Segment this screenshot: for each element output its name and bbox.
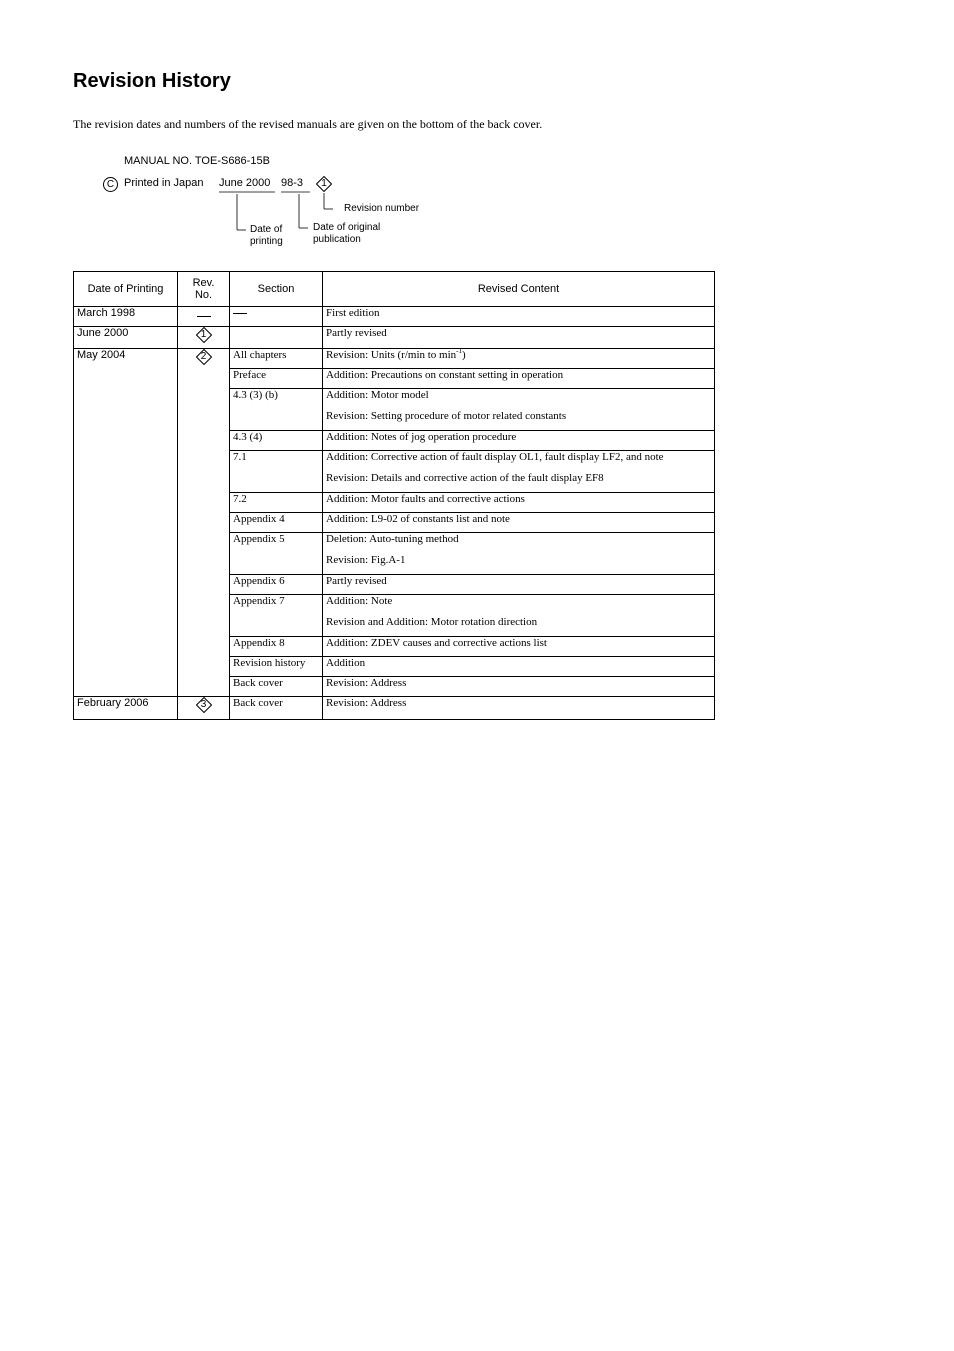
rev-no-text: 1	[200, 329, 207, 340]
table-row	[74, 349, 715, 369]
content-cell	[323, 493, 715, 513]
content-line: Addition: L9-02 of constants list and note	[326, 513, 510, 525]
manual-number-example	[0, 0, 954, 260]
content-line: Revision: Fig.A-1	[326, 554, 406, 566]
dash-mark	[233, 313, 247, 314]
section-cell: Preface	[230, 369, 323, 389]
revision-diamond-icon	[196, 697, 212, 713]
dash-mark	[197, 316, 211, 317]
content-line: Revision: Setting procedure of motor related constants	[326, 410, 567, 422]
label-date-of-printing: Date of printing	[250, 224, 283, 247]
date-cell: March 1998	[74, 307, 178, 327]
page-title: Revision History	[73, 70, 231, 92]
content-line: Revision: Address	[326, 697, 407, 709]
revision-number: 1	[321, 178, 327, 189]
content-line: Addition: ZDEV causes and corrective actions list	[326, 637, 547, 649]
section-cell: Appendix 7	[230, 595, 323, 637]
content-line: Addition: Precautions on constant setting in operation	[326, 369, 564, 381]
date-of-printing: June 2000	[219, 177, 271, 189]
revision-diamond-icon	[196, 349, 212, 365]
content-cell	[323, 327, 715, 349]
content-line: Revision: Address	[326, 677, 407, 689]
rev-no-cell	[178, 697, 230, 720]
content-line: Addition: Motor faults and corrective actions	[326, 493, 525, 505]
manual-number: MANUAL NO. TOE-S686-15B	[124, 155, 270, 167]
content-cell	[323, 513, 715, 533]
content-line: Partly revised	[326, 327, 387, 339]
revision-diamond-icon	[196, 327, 212, 343]
section-cell: Appendix 6	[230, 575, 323, 595]
content-cell	[323, 595, 715, 637]
content-line: Addition: Motor model	[326, 389, 429, 401]
header-section: Section	[230, 272, 323, 307]
content-line: Addition: Notes of jog operation procedure	[326, 431, 517, 443]
rev-no-text: 3	[200, 699, 207, 710]
content-line: Revision and Addition: Motor rotation direction	[326, 616, 538, 628]
content-cell	[323, 697, 715, 720]
callout-lines	[0, 0, 954, 260]
copyright-icon: C	[103, 177, 118, 192]
section-cell: 4.3 (4)	[230, 431, 323, 451]
revision-table	[73, 271, 715, 720]
section-cell: Appendix 4	[230, 513, 323, 533]
section-cell	[230, 327, 323, 349]
content-cell	[323, 369, 715, 389]
content-cell	[323, 451, 715, 493]
section-cell: Back cover	[230, 697, 323, 720]
section-cell: Back cover	[230, 677, 323, 697]
header-content: Revised Content	[323, 272, 715, 307]
content-line: Addition: Note	[326, 595, 393, 607]
header-date: Date of Printing	[74, 272, 178, 307]
section-cell: 4.3 (3) (b)	[230, 389, 323, 431]
section-cell: Appendix 5	[230, 533, 323, 575]
content-line: Revision: Units (r/min to min	[326, 349, 457, 361]
content-line: Addition	[326, 657, 366, 669]
section-cell: Revision history	[230, 657, 323, 677]
content-cell	[323, 431, 715, 451]
content-cell	[323, 533, 715, 575]
table-body	[74, 307, 715, 720]
content-tail: )	[462, 349, 466, 361]
content-cell	[323, 389, 715, 431]
content-cell	[323, 657, 715, 677]
content-line: Partly revised	[326, 575, 387, 587]
content-cell	[323, 575, 715, 595]
label-original-publication: Date of original publication	[313, 222, 381, 245]
table-row	[74, 327, 715, 349]
content-line: First edition	[326, 307, 380, 319]
rev-no-cell	[178, 349, 230, 697]
table-row	[74, 697, 715, 720]
original-publication: 98-3	[281, 177, 304, 189]
section-cell: 7.1	[230, 451, 323, 493]
header-rev-no: Rev. No.	[178, 272, 230, 307]
printed-in: Printed in Japan	[124, 177, 204, 189]
content-line: Revision: Details and corrective action of the fault display EF8	[326, 472, 604, 484]
content-line: Addition: Corrective action of fault display OL1, fault display LF2, and note	[326, 451, 664, 463]
date-cell: May 2004	[74, 349, 178, 697]
table-row	[74, 307, 715, 327]
content-cell	[323, 349, 715, 369]
date-cell: February 2006	[74, 697, 178, 720]
intro-paragraph: The revision dates and numbers of the revised manuals are given on the bottom of the back cover.	[73, 117, 543, 131]
content-superscript: -1	[456, 347, 463, 355]
content-cell	[323, 307, 715, 327]
table-header-row	[74, 272, 715, 307]
section-cell	[230, 307, 323, 327]
content-line: Deletion: Auto-tuning method	[326, 533, 459, 545]
section-cell: 7.2	[230, 493, 323, 513]
content-cell	[323, 677, 715, 697]
date-cell: June 2000	[74, 327, 178, 349]
section-cell: All chapters	[230, 349, 323, 369]
label-revision-number: Revision number	[344, 203, 420, 214]
rev-no-text: 2	[200, 351, 207, 362]
content-cell	[323, 637, 715, 657]
rev-no-cell	[178, 307, 230, 327]
rev-no-cell	[178, 327, 230, 349]
section-cell: Appendix 8	[230, 637, 323, 657]
